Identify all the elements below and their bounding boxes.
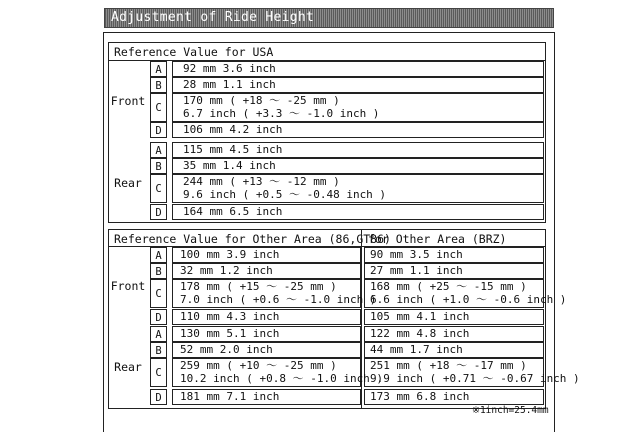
row-letter: C — [150, 174, 167, 203]
value-line-left: 110 mm 4.3 inch — [180, 310, 280, 323]
other-header-left: Reference Value for Other Area (86,GT86) — [114, 232, 391, 246]
value-line: 244 mm ( +13 ～ -12 mm ) — [183, 175, 340, 188]
value-line-left: 10.2 inch ( +0.8 ～ -1.0 inch ) — [180, 372, 384, 385]
row-letter: A — [150, 247, 167, 263]
footnote: ※1inch=25.4mm — [472, 405, 549, 416]
row-letter: D — [150, 122, 167, 138]
row-letter: B — [150, 77, 167, 93]
usa-header: Reference Value for USA — [114, 45, 274, 59]
other-front-label: Front — [110, 279, 146, 293]
value-line-left: 181 mm 7.1 inch — [180, 390, 280, 403]
value-line: 92 mm 3.6 inch — [183, 62, 276, 75]
value-line-left: 259 mm ( +10 ～ -25 mm ) — [180, 359, 337, 372]
value-line: 115 mm 4.5 inch — [183, 143, 283, 156]
row-letter: D — [150, 204, 167, 220]
row-letter: A — [150, 142, 167, 158]
value-line-right: 251 mm ( +18 ～ -17 mm ) — [370, 359, 527, 372]
value-line-left: 178 mm ( +15 ～ -25 mm ) — [180, 280, 337, 293]
value-line-right: 6.6 inch ( +1.0 ～ -0.6 inch ) — [370, 293, 567, 306]
row-letter: B — [150, 263, 167, 279]
row-letter: B — [150, 158, 167, 174]
value-line-right: 105 mm 4.1 inch — [370, 310, 470, 323]
row-letter: A — [150, 326, 167, 342]
value-line: 106 mm 4.2 inch — [183, 123, 283, 136]
usa-rear-label: Rear — [114, 176, 142, 190]
value-line: 35 mm 1.4 inch — [183, 159, 276, 172]
value-line-right: 173 mm 6.8 inch — [370, 390, 470, 403]
row-letter: B — [150, 342, 167, 358]
usa-front-label: Front — [110, 94, 146, 108]
other-rear-label: Rear — [114, 360, 142, 374]
value-line-left: 130 mm 5.1 inch — [180, 327, 280, 340]
value-line-right: 122 mm 4.8 inch — [370, 327, 470, 340]
row-letter: C — [150, 358, 167, 387]
other-header-right: for Other Area (BRZ) — [368, 232, 507, 246]
value-line: 164 mm 6.5 inch — [183, 205, 283, 218]
row-letter: D — [150, 309, 167, 325]
value-line-right: 27 mm 1.1 inch — [370, 264, 463, 277]
value-line-left: 100 mm 3.9 inch — [180, 248, 280, 261]
value-line-left: 52 mm 2.0 inch — [180, 343, 273, 356]
value-line: 170 mm ( +18 ～ -25 mm ) — [183, 94, 340, 107]
row-letter: A — [150, 61, 167, 77]
value-line-left: 32 mm 1.2 inch — [180, 264, 273, 277]
value-line-left: 7.0 inch ( +0.6 ～ -1.0 inch ) — [180, 293, 377, 306]
value-line-right: 90 mm 3.5 inch — [370, 248, 463, 261]
page-title: Adjustment of Ride Height — [111, 10, 315, 25]
value-line: 6.7 inch ( +3.3 ～ -1.0 inch ) — [183, 107, 380, 120]
value-line: 28 mm 1.1 inch — [183, 78, 276, 91]
title-bar — [104, 8, 554, 28]
row-letter: C — [150, 93, 167, 122]
row-letter: C — [150, 279, 167, 308]
row-letter: D — [150, 389, 167, 405]
value-line: 9.6 inch ( +0.5 ～ -0.48 inch ) — [183, 188, 387, 201]
value-line-right: 44 mm 1.7 inch — [370, 343, 463, 356]
value-line-right: 9.9 inch ( +0.71 ～ -0.67 inch ) — [370, 372, 580, 385]
value-line-right: 168 mm ( +25 ～ -15 mm ) — [370, 280, 527, 293]
